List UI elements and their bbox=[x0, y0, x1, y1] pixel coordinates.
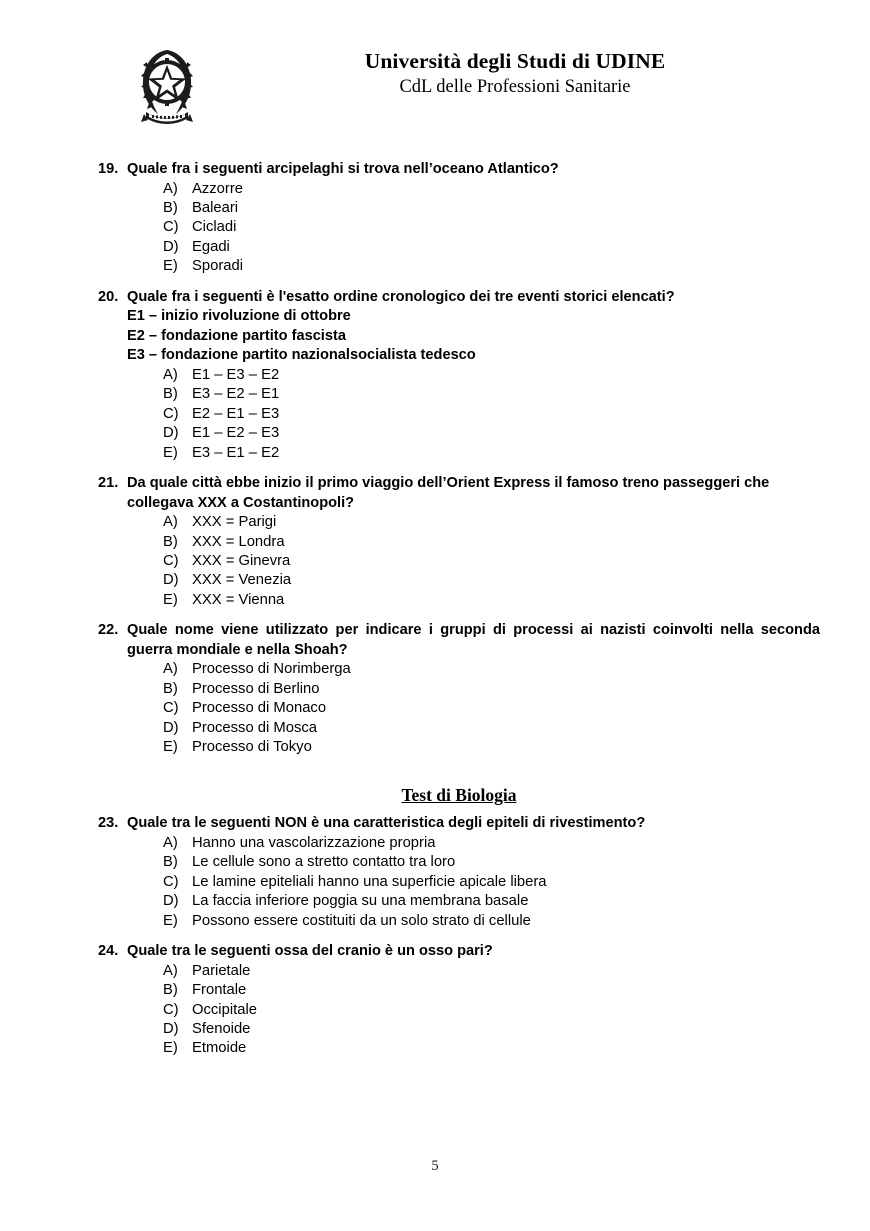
option-text: E1 – E3 – E2 bbox=[192, 367, 280, 383]
option-text: Processo di Berlino bbox=[192, 680, 320, 697]
option-letter: A) bbox=[163, 180, 178, 197]
option-letter: D) bbox=[163, 1020, 179, 1037]
option-text: XXX = Ginevra bbox=[192, 553, 291, 570]
option-b[interactable] bbox=[98, 981, 820, 1000]
option-letter: B) bbox=[163, 533, 178, 550]
option-letter: E) bbox=[163, 444, 178, 461]
question-block bbox=[98, 288, 820, 463]
option-e[interactable] bbox=[98, 738, 820, 757]
question-block bbox=[98, 160, 820, 277]
option-text: Cicladi bbox=[192, 219, 237, 236]
option-a[interactable] bbox=[98, 513, 820, 532]
option-text: Etmoide bbox=[192, 1040, 247, 1057]
option-text: XXX = Parigi bbox=[192, 514, 277, 531]
option-letter: E) bbox=[163, 591, 178, 608]
option-letter: D) bbox=[163, 893, 179, 910]
question-stem bbox=[98, 814, 820, 834]
option-b[interactable] bbox=[98, 853, 820, 872]
spacer bbox=[98, 931, 820, 942]
option-a[interactable] bbox=[98, 660, 820, 679]
question-text: Da quale città ebbe inizio il primo viaggio dell’Orient Express il famoso treno passeggeri che collegava XXX a Costantinopoli? bbox=[127, 475, 770, 511]
option-text: Hanno una vascolarizzazione propria bbox=[192, 835, 436, 852]
question-number: 20. bbox=[98, 288, 119, 305]
option-letter: E) bbox=[163, 1040, 178, 1057]
option-text: Egadi bbox=[192, 238, 230, 255]
header-titles bbox=[240, 48, 790, 99]
option-text: Le cellule sono a stretto contatto tra loro bbox=[192, 854, 456, 871]
question-block bbox=[98, 942, 820, 1059]
option-letter: B) bbox=[163, 982, 178, 999]
italian-republic-emblem-icon bbox=[136, 42, 198, 138]
question-stem bbox=[98, 942, 820, 962]
question-text: Quale tra le seguenti ossa del cranio è un osso pari? bbox=[127, 943, 493, 960]
option-text: XXX = Vienna bbox=[192, 591, 285, 608]
option-a[interactable] bbox=[98, 180, 820, 199]
option-text: Processo di Monaco bbox=[192, 700, 327, 717]
premise-line-e2: E2 – fondazione partito fascista bbox=[127, 327, 346, 344]
option-b[interactable] bbox=[98, 680, 820, 699]
options-list bbox=[98, 366, 820, 463]
option-a[interactable] bbox=[98, 962, 820, 981]
option-c[interactable] bbox=[98, 405, 820, 424]
option-c[interactable] bbox=[98, 699, 820, 718]
option-text: Occipitale bbox=[192, 1001, 257, 1018]
options-list bbox=[98, 660, 820, 757]
option-letter: A) bbox=[163, 514, 178, 531]
option-letter: A) bbox=[163, 367, 178, 383]
option-text: E1 – E2 – E3 bbox=[192, 425, 280, 442]
option-letter: A) bbox=[163, 661, 178, 678]
option-text: E3 – E1 – E2 bbox=[192, 444, 280, 461]
option-text: E3 – E2 – E1 bbox=[192, 386, 280, 403]
option-a[interactable] bbox=[98, 366, 820, 385]
options-list bbox=[98, 180, 820, 277]
option-d[interactable] bbox=[98, 1020, 820, 1039]
question-number: 23. bbox=[98, 815, 119, 832]
option-text: Parietale bbox=[192, 962, 251, 979]
option-b[interactable] bbox=[98, 199, 820, 218]
option-text: La faccia inferiore poggia su una membrana basale bbox=[192, 893, 529, 910]
option-text: XXX = Venezia bbox=[192, 572, 292, 589]
options-list bbox=[98, 513, 820, 610]
section-heading-label: Test di Biologia bbox=[401, 785, 517, 806]
option-letter: A) bbox=[163, 962, 178, 979]
university-title: Università degli Studi di UDINE bbox=[364, 49, 666, 73]
option-text: Processo di Norimberga bbox=[192, 661, 351, 678]
option-letter: C) bbox=[163, 405, 179, 422]
option-d[interactable] bbox=[98, 892, 820, 911]
option-e[interactable] bbox=[98, 912, 820, 931]
option-text: Processo di Tokyo bbox=[192, 739, 312, 756]
option-text: Azzorre bbox=[192, 180, 243, 197]
question-stem bbox=[98, 160, 820, 180]
question-block bbox=[98, 474, 820, 610]
page-footer bbox=[0, 1158, 870, 1175]
question-stem bbox=[98, 621, 820, 660]
option-letter: D) bbox=[163, 719, 179, 736]
page-header bbox=[0, 40, 870, 140]
option-c[interactable] bbox=[98, 873, 820, 892]
option-letter: C) bbox=[163, 873, 179, 890]
option-text: Processo di Mosca bbox=[192, 719, 318, 736]
option-e[interactable] bbox=[98, 1039, 820, 1058]
spacer bbox=[98, 806, 820, 814]
option-letter: B) bbox=[163, 680, 178, 697]
question-stem bbox=[98, 288, 820, 308]
spacer bbox=[98, 463, 820, 474]
option-d[interactable] bbox=[98, 424, 820, 443]
page-number: 5 bbox=[431, 1158, 439, 1174]
question-text: Quale fra i seguenti arcipelaghi si trova nell’oceano Atlantico? bbox=[127, 161, 559, 177]
option-text: Baleari bbox=[192, 200, 239, 216]
option-letter: E) bbox=[163, 258, 178, 275]
option-text: Sfenoide bbox=[192, 1020, 251, 1037]
premise-line-e1: E1 – inizio rivoluzione di ottobre bbox=[127, 308, 351, 325]
option-letter: C) bbox=[163, 553, 179, 570]
option-letter: C) bbox=[163, 1001, 179, 1018]
question-number: 21. bbox=[98, 475, 119, 492]
option-text: Frontale bbox=[192, 982, 247, 999]
option-d[interactable] bbox=[98, 571, 820, 590]
questions-container bbox=[98, 160, 820, 1059]
spacer bbox=[98, 277, 820, 288]
option-c[interactable] bbox=[98, 1001, 820, 1020]
spacer bbox=[98, 757, 820, 784]
options-list bbox=[98, 834, 820, 931]
option-e[interactable] bbox=[98, 591, 820, 610]
question-number: 22. bbox=[98, 622, 119, 639]
option-letter: C) bbox=[163, 700, 179, 717]
option-text: Le lamine epiteliali hanno una superficie apicale libera bbox=[192, 873, 547, 890]
question-stem bbox=[98, 474, 820, 513]
option-text: Possono essere costituiti da un solo strato di cellule bbox=[192, 912, 531, 929]
option-d[interactable] bbox=[98, 719, 820, 738]
option-c[interactable] bbox=[98, 552, 820, 571]
option-letter: D) bbox=[163, 572, 179, 589]
option-e[interactable] bbox=[98, 444, 820, 463]
option-a[interactable] bbox=[98, 834, 820, 853]
option-text: E2 – E1 – E3 bbox=[192, 405, 280, 422]
course-subtitle: CdL delle Professioni Sanitarie bbox=[399, 77, 631, 97]
question-number: 24. bbox=[98, 943, 119, 960]
option-letter: D) bbox=[163, 238, 179, 255]
section-heading-biologia bbox=[98, 784, 820, 806]
question-block bbox=[98, 814, 820, 931]
question-text: Quale fra i seguenti è l'esatto ordine cronologico dei tre eventi storici elencati? bbox=[127, 288, 675, 305]
option-letter: D) bbox=[163, 425, 179, 442]
option-letter: B) bbox=[163, 200, 178, 216]
question-text: Quale nome viene utilizzato per indicare i gruppi di processi ai nazisti coinvolti nella seconda guerra mondiale e nella Shoah? bbox=[127, 622, 820, 658]
option-letter: C) bbox=[163, 219, 179, 236]
option-d[interactable] bbox=[98, 238, 820, 257]
options-list bbox=[98, 962, 820, 1059]
option-b[interactable] bbox=[98, 385, 820, 404]
question-block bbox=[98, 621, 820, 757]
option-letter: E) bbox=[163, 739, 178, 756]
question-number: 19. bbox=[98, 161, 119, 177]
option-e[interactable] bbox=[98, 257, 820, 276]
option-letter: B) bbox=[163, 854, 178, 871]
premise-line-e3: E3 – fondazione partito nazionalsocialista tedesco bbox=[127, 347, 476, 364]
spacer bbox=[98, 610, 820, 621]
option-letter: E) bbox=[163, 912, 178, 929]
option-c[interactable] bbox=[98, 218, 820, 237]
option-letter: B) bbox=[163, 386, 178, 403]
option-text: Sporadi bbox=[192, 258, 244, 275]
option-text: XXX = Londra bbox=[192, 533, 285, 550]
option-letter: A) bbox=[163, 835, 178, 852]
option-b[interactable] bbox=[98, 533, 820, 552]
question-text: Quale tra le seguenti NON è una caratteristica degli epiteli di rivestimento? bbox=[127, 815, 646, 832]
